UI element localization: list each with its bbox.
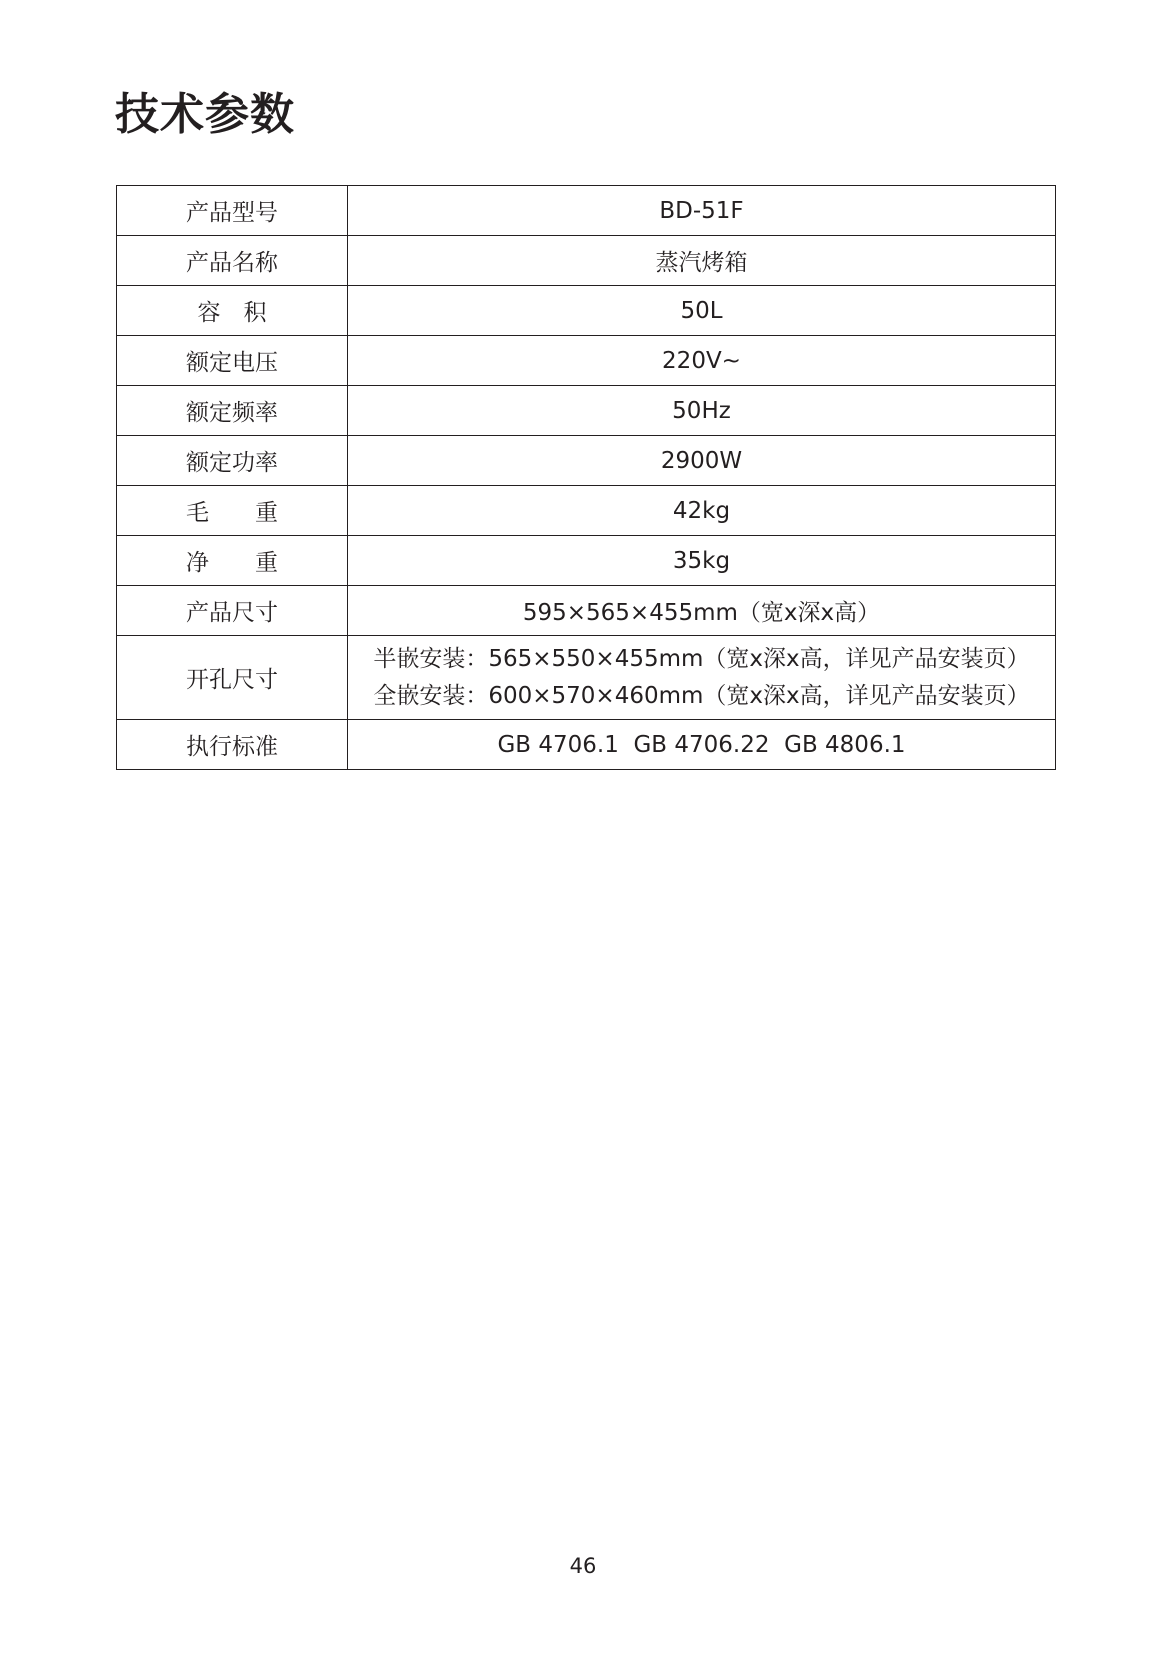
spec-value: BD-51F [348,186,1056,236]
spec-value [348,636,1056,720]
spec-value: GB 4706.1 GB 4706.22 GB 4806.1 [348,720,1056,770]
spec-table [116,185,1056,770]
table-row [117,486,1056,536]
table-row [117,720,1056,770]
table-row [117,236,1056,286]
table-row [117,386,1056,436]
spec-value: 35kg [348,536,1056,586]
spec-label: 净 重 [117,536,348,586]
spec-value: 50Hz [348,386,1056,436]
spec-label: 产品名称 [117,236,348,286]
table-row [117,536,1056,586]
spec-label: 产品尺寸 [117,586,348,636]
table-row [117,186,1056,236]
spec-value: 595×565×455mm（宽x深x高） [348,586,1056,636]
spec-value: 220V~ [348,336,1056,386]
table-row [117,586,1056,636]
spec-label: 执行标准 [117,720,348,770]
spec-value-line: 全嵌安装：600×570×460mm（宽x深x高，详见产品安装页） [373,682,1030,709]
spec-label: 毛 重 [117,486,348,536]
spec-value: 2900W [348,436,1056,486]
spec-value: 50L [348,286,1056,336]
page-title: 技术参数 [115,89,295,140]
spec-label: 开孔尺寸 [117,636,348,720]
spec-value: 蒸汽烤箱 [348,236,1056,286]
table-row [117,286,1056,336]
page-number: 46 [569,1554,597,1578]
spec-label: 容 积 [117,286,348,336]
spec-value-line: 半嵌安装：565×550×455mm（宽x深x高，详见产品安装页） [373,645,1030,672]
spec-label: 产品型号 [117,186,348,236]
spec-value: 42kg [348,486,1056,536]
table-row [117,436,1056,486]
spec-label: 额定功率 [117,436,348,486]
table-row [117,336,1056,386]
spec-label: 额定频率 [117,386,348,436]
spec-label: 额定电压 [117,336,348,386]
table-row [117,636,1056,720]
